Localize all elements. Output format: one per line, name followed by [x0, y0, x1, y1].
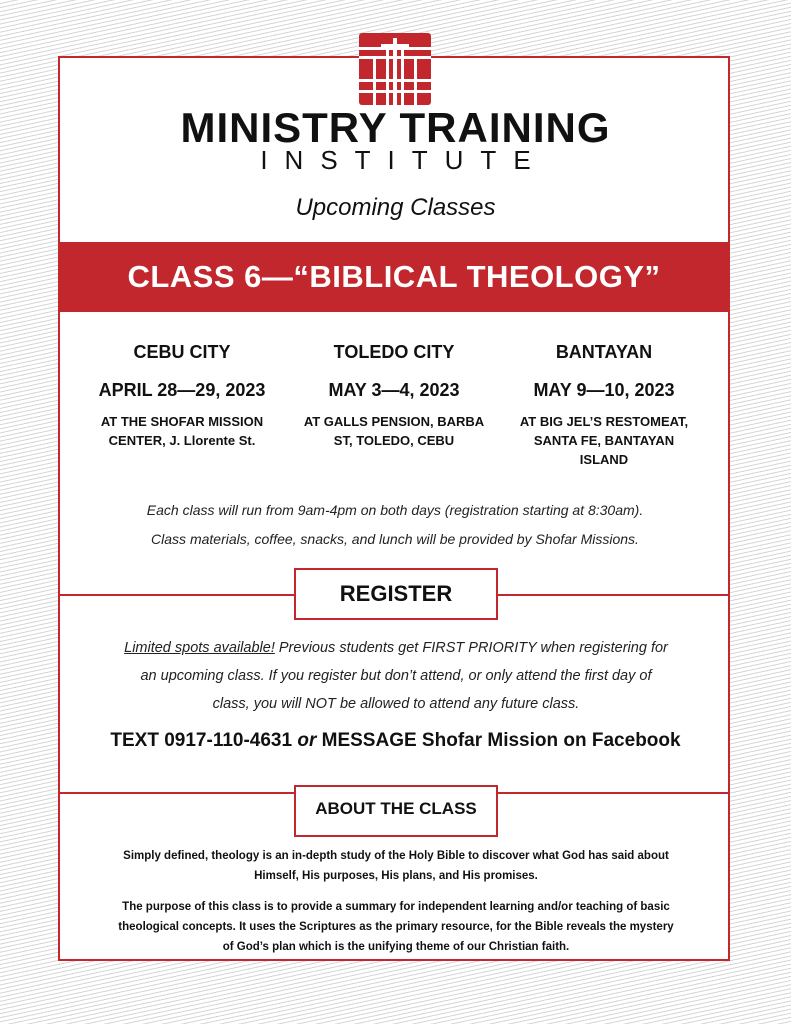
venue-line: ISLAND [579, 452, 629, 467]
location-city: CEBU CITY [133, 342, 231, 362]
location-date: MAY 9—10, 2023 [533, 380, 675, 400]
location-city: BANTAYAN [555, 342, 653, 362]
about-line: of God’s plan which is the unifying theme of our Christian faith. [222, 941, 570, 953]
register-heading: REGISTER [294, 568, 498, 620]
about-paragraph [82, 897, 710, 957]
about-line: The purpose of this class is to provide a summary for independent learning and/or teaching of basic [122, 901, 670, 913]
contact-text: TEXT 0917-110-4631 [110, 730, 298, 751]
location-cebu [72, 340, 292, 450]
about-line: theological concepts. It uses the Scriptures as the primary resource, for the Bible reveals the mystery [118, 921, 674, 933]
schedule-note: Each class will run from 9am-4pm on both days (registration starting at 8:30am). [146, 502, 644, 518]
register-text-line: class, you will NOT be allowed to attend any future class. [212, 696, 580, 712]
venue-line: ST, TOLEDO, CEBU [333, 433, 455, 448]
provisions-note: Class materials, coffee, snacks, and lunch will be provided by Shofar Missions. [151, 531, 639, 547]
venue-line: CENTER, J. Llorente St. [108, 433, 256, 448]
brand-name: MINISTRY TRAINING [180, 104, 611, 151]
contact-text: MESSAGE Shofar Mission on Facebook [316, 730, 681, 751]
cross-grid-icon [359, 33, 431, 105]
venue-line: AT BIG JEL’S RESTOMEAT, [519, 414, 689, 429]
about-heading: ABOUT THE CLASS [294, 785, 498, 837]
location-date: APRIL 28—29, 2023 [98, 380, 266, 400]
about-line: Simply defined, theology is an in-depth study of the Holy Bible to discover what God has said about [123, 850, 669, 862]
about-paragraph [82, 846, 710, 886]
contact-or: or [297, 730, 317, 751]
location-toledo [284, 340, 504, 450]
location-bantayan [494, 340, 714, 469]
location-venue [284, 412, 504, 450]
upcoming-classes-heading: Upcoming Classes [295, 194, 496, 221]
register-text-line: an upcoming class. If you register but don’t attend, or only attend the first day of [140, 668, 652, 684]
location-date: MAY 3—4, 2023 [328, 380, 460, 400]
class-title-banner: CLASS 6—“BIBLICAL THEOLOGY” [58, 242, 730, 312]
register-text-line [80, 634, 712, 662]
brand-subname: INSTITUTE [260, 145, 548, 175]
venue-line: AT THE SHOFAR MISSION [100, 414, 264, 429]
limited-spots-text: Limited spots available! [124, 640, 275, 656]
about-line: Himself, His purposes, His plans, and His promises. [254, 870, 538, 882]
location-venue [494, 412, 714, 469]
contact-info [0, 728, 791, 754]
location-venue [72, 412, 292, 450]
venue-line: SANTA FE, BANTAYAN [533, 433, 675, 448]
register-text: Previous students get FIRST PRIORITY when registering for [274, 640, 668, 656]
location-city: TOLEDO CITY [333, 342, 455, 362]
venue-line: AT GALLS PENSION, BARBA [303, 414, 485, 429]
